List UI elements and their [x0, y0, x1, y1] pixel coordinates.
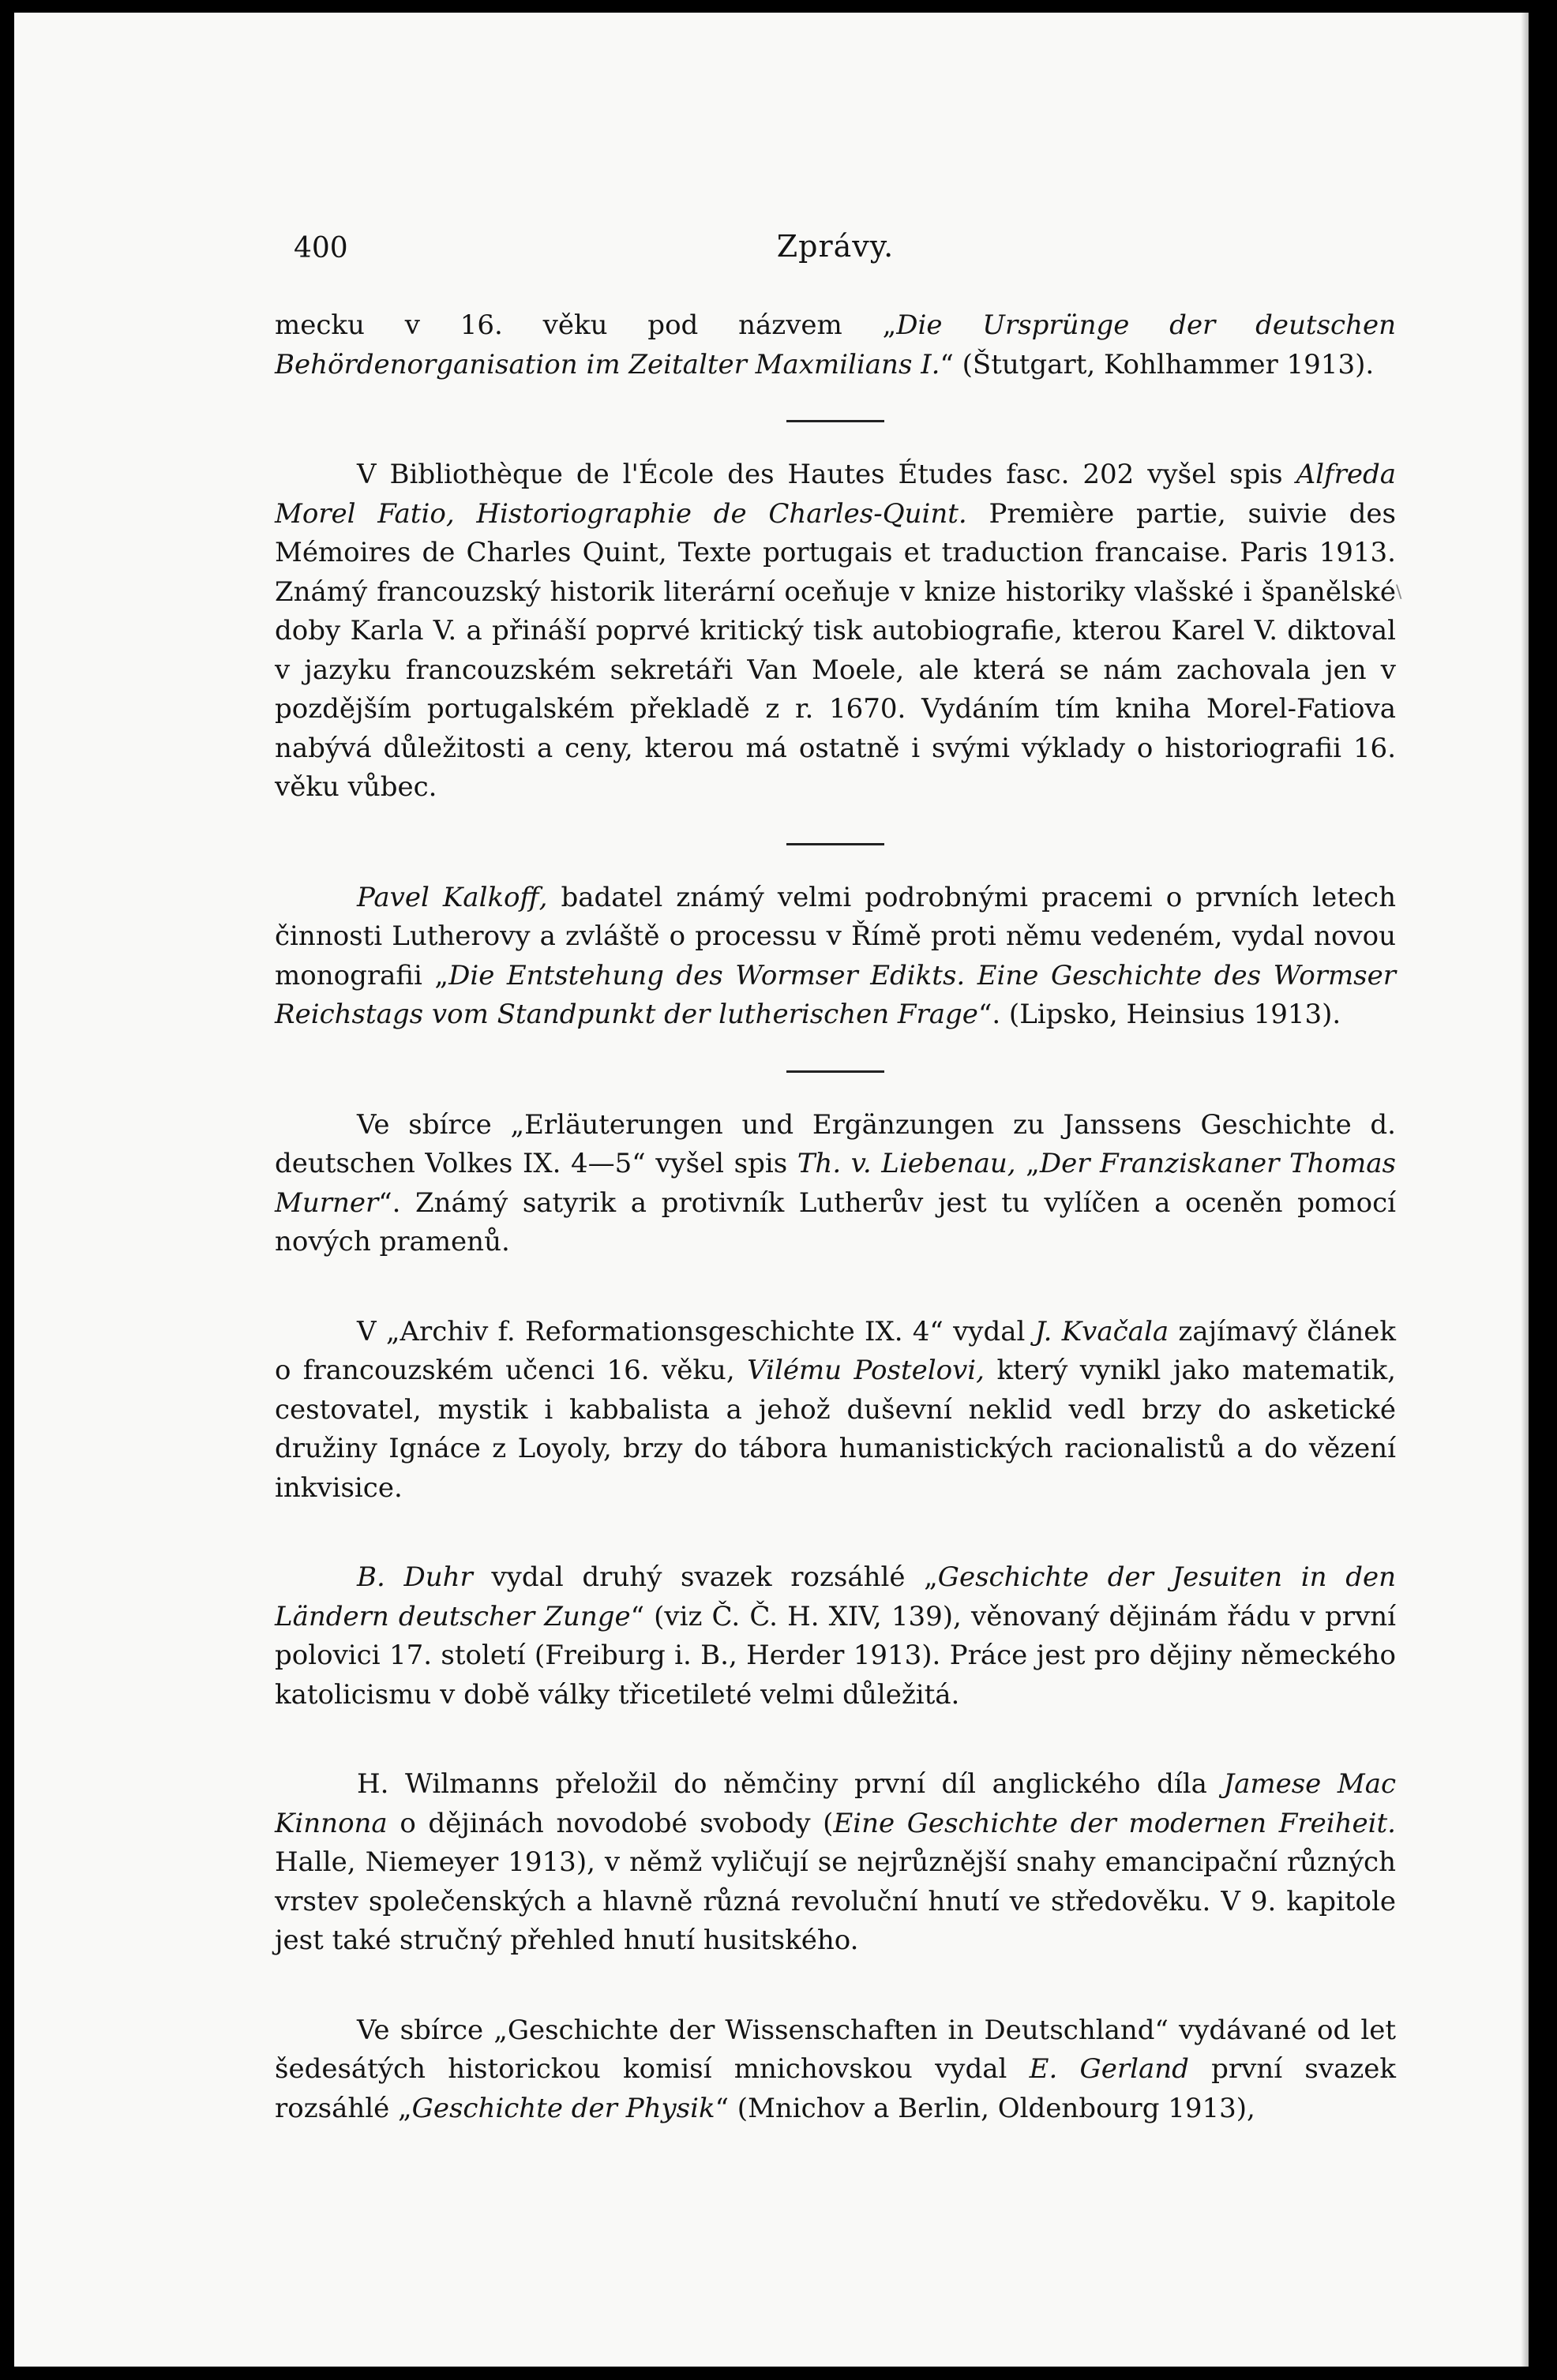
author-name: B. Duhr	[357, 1561, 473, 1593]
book-title: Der Franziskaner Thomas Murner	[275, 1148, 1396, 1219]
text-run: Première partie, suivie des Mémoires de Charles Quint, Texte portugais et traduction francaise. Paris 1913. Známý francouzský historik literární oceňuje v knize historiky vlašské i španělské doby Karla V. a přináší poprvé kritický tisk autobiografie, kterou Karel V. diktoval v jazyku francouzském sekretáři Van Moele, ale která se nám zachovala jen v pozdějším portugalském překladě z r. 1670. Vydáním tím kniha Morel-Fatiova nabývá důležitosti a ceny, kterou má ostatně i svými výklady o historiografii 16. věku vůbec.	[275, 497, 1396, 803]
text-run: “. (Lipsko, Heinsius 1913).	[977, 999, 1341, 1030]
text-run: V Bibliothèque de l'École des Hautes Études fasc. 202 vyšel spis	[357, 459, 1296, 490]
paragraph-morel-fatio	[275, 455, 1396, 808]
running-title: Zprávy.	[776, 229, 895, 264]
paragraph-kalkoff	[275, 879, 1396, 1035]
paragraph-gap	[275, 1262, 1396, 1313]
text-run: „	[1015, 1148, 1040, 1179]
text-run: “ (Mnichov a Berlin, Oldenbourg 1913),	[715, 2092, 1255, 2124]
paragraph-gap	[275, 1961, 1396, 2011]
text-run: který vynikl jako matematik, cestovatel, mystik i kabbalista a jehož duševní neklid vedl brzy do asketické družiny Ignáce z Loyoly, brzy do tábora humanistických racionalistů a do vězení inkvisice.	[275, 1355, 1396, 1504]
section-separator	[786, 843, 884, 845]
book-title: Die Ursprünge der deutschen Behördenorganisation im Zeitalter Maxmilians I.	[275, 309, 1396, 380]
text-run: “ (viz Č. Č. H. XIV, 139), věnovaný dějinám řádu v první polovici 17. století (Freiburg i. B., Herder 1913). Práce jest pro dějiny německého katolicismu v době války třicetileté velmi důležitá.	[275, 1600, 1396, 1711]
book-title: Geschichte der Jesuiten in den Ländern deutscher Zunge	[275, 1561, 1397, 1632]
text-run: “ (Štutgart, Kohlhammer 1913).	[940, 348, 1375, 380]
margin-mark: \	[1396, 583, 1402, 602]
text-run: zajímavý článek o francouzském učenci 16. věku,	[275, 1315, 1397, 1386]
scanned-page	[14, 13, 1529, 2367]
text-run: o dějinách novodobé svobody (	[387, 1807, 834, 1839]
paragraph-gap	[275, 1508, 1396, 1558]
paragraph-wilmanns	[275, 1765, 1396, 1961]
paragraph-gap	[275, 1715, 1396, 1765]
page-header	[275, 224, 1396, 270]
paragraph-liebenau	[275, 1106, 1396, 1262]
section-separator	[786, 420, 884, 422]
author-name: E. Gerland	[1029, 2053, 1189, 2085]
text-run: první svazek rozsáhlé „	[275, 2053, 1396, 2124]
text-run: “. Známý satyrik a protivník Lutherův jest tu vylíčen a oceněn pomocí nových pramenů.	[275, 1186, 1396, 1257]
paragraph-continuation	[275, 306, 1396, 384]
text-run: H. Wilmanns přeložil do němčiny první díl anglického díla	[357, 1768, 1224, 1800]
book-title: Alfreda Morel Fatio, Historiographie de Charles-Quint.	[275, 459, 1396, 530]
text-run: Ve sbírce „Geschichte der Wissenschaften in Deutschland“ vydávané od let šedesátých historickou komisí mnichovskou vydal	[275, 2014, 1396, 2085]
text-run: badatel známý velmi podrobnými pracemi o prvních letech činnosti Lutherovy a zvláště o processu v Římě proti němu vedeném, vydal novou monografii „	[275, 881, 1396, 991]
page-edge-shadow	[1521, 13, 1529, 2367]
paragraph-gerland	[275, 2011, 1396, 2129]
author-name: Th. v. Liebenau,	[797, 1148, 1016, 1179]
text-run: vydal druhý svazek rozsáhlé „	[472, 1561, 938, 1593]
page-number: 400	[294, 232, 348, 264]
text-run: mecku v 16. věku pod názvem „	[275, 309, 897, 341]
paragraph-kvacala	[275, 1313, 1396, 1509]
text-run: V „Archiv f. Reformationsgeschichte IX. 4“ vydal	[357, 1315, 1035, 1347]
page-text	[275, 224, 1396, 2128]
text-run: Ve sbírce „Erläuterungen und Ergänzungen zu Janssens Geschichte d. deutschen Volkes IX. 4—5“ vyšel spis	[275, 1108, 1396, 1179]
book-title: Geschichte der Physik	[411, 2092, 715, 2124]
author-name: J. Kvačala	[1034, 1315, 1169, 1347]
paragraph-duhr	[275, 1558, 1396, 1715]
text-run: Halle, Niemeyer 1913), v němž vyličují se nejrůznější snahy emancipační různých vrstev společenských a hlavně různá revoluční hnutí ve středověku. V 9. kapitole jest také stručný přehled hnutí husitského.	[275, 1846, 1396, 1956]
book-title: Die Entstehung des Wormser Edikts. Eine Geschichte des Wormser Reichstags vom Standpunkt der lutherischen Frage	[275, 959, 1397, 1030]
person-name: Vilému Postelovi,	[747, 1355, 985, 1386]
section-separator	[786, 1070, 884, 1073]
author-name: Jamese Mac Kinnona	[275, 1768, 1397, 1839]
author-name: Pavel Kalkoff,	[357, 881, 548, 913]
book-title: Eine Geschichte der modernen Freiheit.	[833, 1807, 1396, 1839]
